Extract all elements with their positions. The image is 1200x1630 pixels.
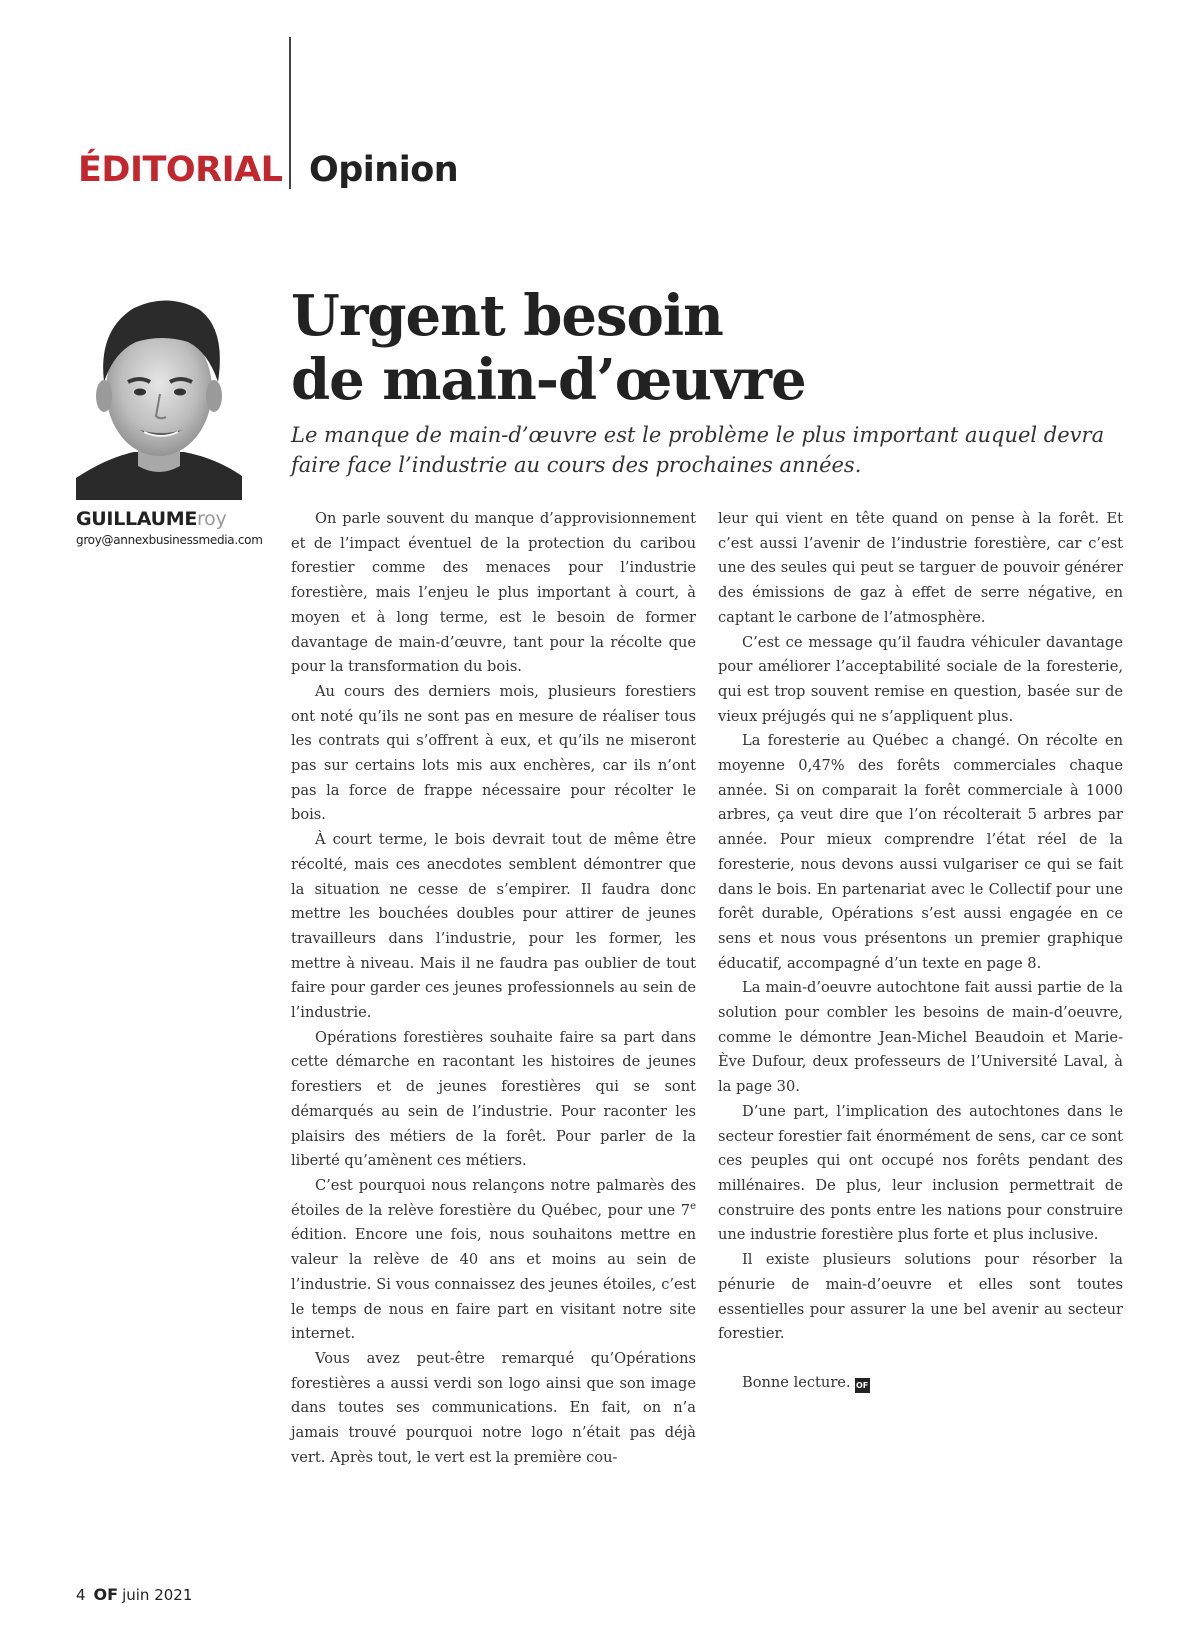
body-paragraph: Vous avez peut-être remarqué qu’Opérations forestières a aussi verdi son logo ainsi que son image dans toutes ses communications. En fait, on n’a jamais trouvé pourquoi notre logo n’était pas déjà vert. Après tout, le vert est la première cou-: [291, 1349, 696, 1466]
author-photo: [76, 290, 242, 500]
text-run: C’est pourquoi nous relançons notre palmarès des étoiles de la relève forestière du Québec, pour une 7: [291, 1176, 696, 1219]
body-paragraph: D’une part, l’implication des autochtones dans le secteur forestier fait énormément de sens, car ce sont ces peuples qui ont occupé nos forêts pendant des millénaires. De plus, leur inclusion permettrait de construire des ponts entre les nations pour construire une industrie forestière plus forte et plus inclusive.: [718, 1102, 1123, 1244]
body-paragraph: Opérations forestières souhaite faire sa part dans cette démarche en racontant les histoires de jeunes forestiers et de jeunes forestières qui se sont démarqués au sein de l’industrie. Pour raconter les plaisirs des métiers de la forêt. Pour parler de la liberté qu’amènent ces métiers.: [291, 1028, 696, 1170]
end-of-article-icon: OF: [855, 1378, 870, 1393]
closing-line: [718, 1371, 1123, 1396]
article-column-1: [291, 507, 696, 1470]
author-last-name: roy: [197, 508, 227, 530]
closing-text: Bonne lecture.: [742, 1373, 851, 1391]
body-paragraph: leur qui vient en tête quand on pense à la forêt. Et c’est aussi l’avenir de l’industrie forestière, car c’est une des seules qui peut se targuer de pouvoir générer des émissions de gaz à effet de serre négative, en captant le carbone de l’atmosphère.: [718, 510, 1123, 626]
body-paragraph: C’est ce message qu’il faudra véhiculer davantage pour améliorer l’acceptabilité sociale de la foresterie, qui est trop souvent remise en question, basée sur de vieux préjugés qui ne s’appliquent plus.: [718, 633, 1123, 725]
article-title-line-2: de main-d’œuvre: [291, 347, 806, 413]
body-paragraph: Au cours des derniers mois, plusieurs forestiers ont noté qu’ils ne sont pas en mesure de réaliser tous les contrats qui s’offrent à eux, et qu’ils ne miseront pas sur certains lots mis aux enchères, car ils n’ont pas la force de frappe nécessaire pour récolter le bois.: [291, 682, 696, 824]
body-paragraph: À court terme, le bois devrait tout de même être récolté, mais ces anecdotes semblent démontrer que la situation ne cesse de s’empirer. Il faudra donc mettre les bouchées doubles pour attirer de jeunes travailleurs dans l’industrie, pour les former, les mettre à niveau. Mais il ne faudra pas oublier de tout faire pour garder ces jeunes professionnels au sein de l’industrie.: [291, 831, 696, 1022]
header-divider: [289, 37, 291, 189]
body-paragraph: La foresterie au Québec a changé. On récolte en moyenne 0,47% des forêts commerciales chaque année. Si on comparait la forêt commerciale à 1000 arbres, ça veut dire que l’on récolterait 5 arbres par année. Pour mieux comprendre l’état réel de la foresterie, nous devons aussi vulgariser ce qui se fait dans le bois. En partenariat avec le Collectif pour une forêt durable, Opérations s’est aussi engagée en ce sens et nous vous présentons un premier graphique éducatif, accompagné d’un texte en page 8.: [718, 732, 1123, 972]
author-first-name: GUILLAUME: [76, 508, 198, 530]
article-title: [291, 284, 1111, 412]
author-email: groy@annexbusinessmedia.com: [76, 533, 263, 547]
text-run: édition. Encore une fois, nous souhaitons mettre en valeur la relève de 40 ans et moins au sein de l’industrie. Si vous connaissez des jeunes étoiles, c’est le temps de nous en faire part en visitant notre site internet.: [291, 1226, 696, 1343]
page-number: 4: [76, 1586, 86, 1604]
superscript: e: [690, 1200, 696, 1212]
article-column-2: [718, 507, 1123, 1396]
body-paragraph: On parle souvent du manque d’approvisionnement et de l’impact éventuel de la protection du caribou forestier comme des menaces pour l’industrie forestière, mais l’enjeu le plus important à court, à moyen et à long terme, est le besoin de former davantage de main-d’œuvre, tant pour la récolte que pour la transformation du bois.: [291, 510, 696, 676]
page-footer: [76, 1585, 192, 1604]
author-name: [76, 508, 226, 530]
body-paragraph: Il existe plusieurs solutions pour résorber la pénurie de main-d’oeuvre et elles sont toutes essentielles pour assurer la une bel avenir au secteur forestier.: [718, 1251, 1123, 1343]
issue-date: juin 2021: [122, 1586, 193, 1604]
section-sublabel: Opinion: [309, 150, 459, 190]
article-title-line-1: Urgent besoin: [291, 283, 723, 349]
article-deck: Le manque de main-d’œuvre est le problème le plus important auquel devra faire face l’industrie au cours des prochaines années.: [291, 423, 1105, 477]
body-paragraph: La main-d’oeuvre autochtone fait aussi partie de la solution pour combler les besoins de main-d’oeuvre, comme le démontre Jean-Michel Beaudoin et Marie-Ève Dufour, deux professeurs de l’Université Laval, à la page 30.: [718, 979, 1123, 1096]
section-label: ÉDITORIAL: [78, 150, 283, 190]
body-paragraph: [291, 1174, 696, 1347]
magazine-name: OF: [93, 1585, 119, 1604]
